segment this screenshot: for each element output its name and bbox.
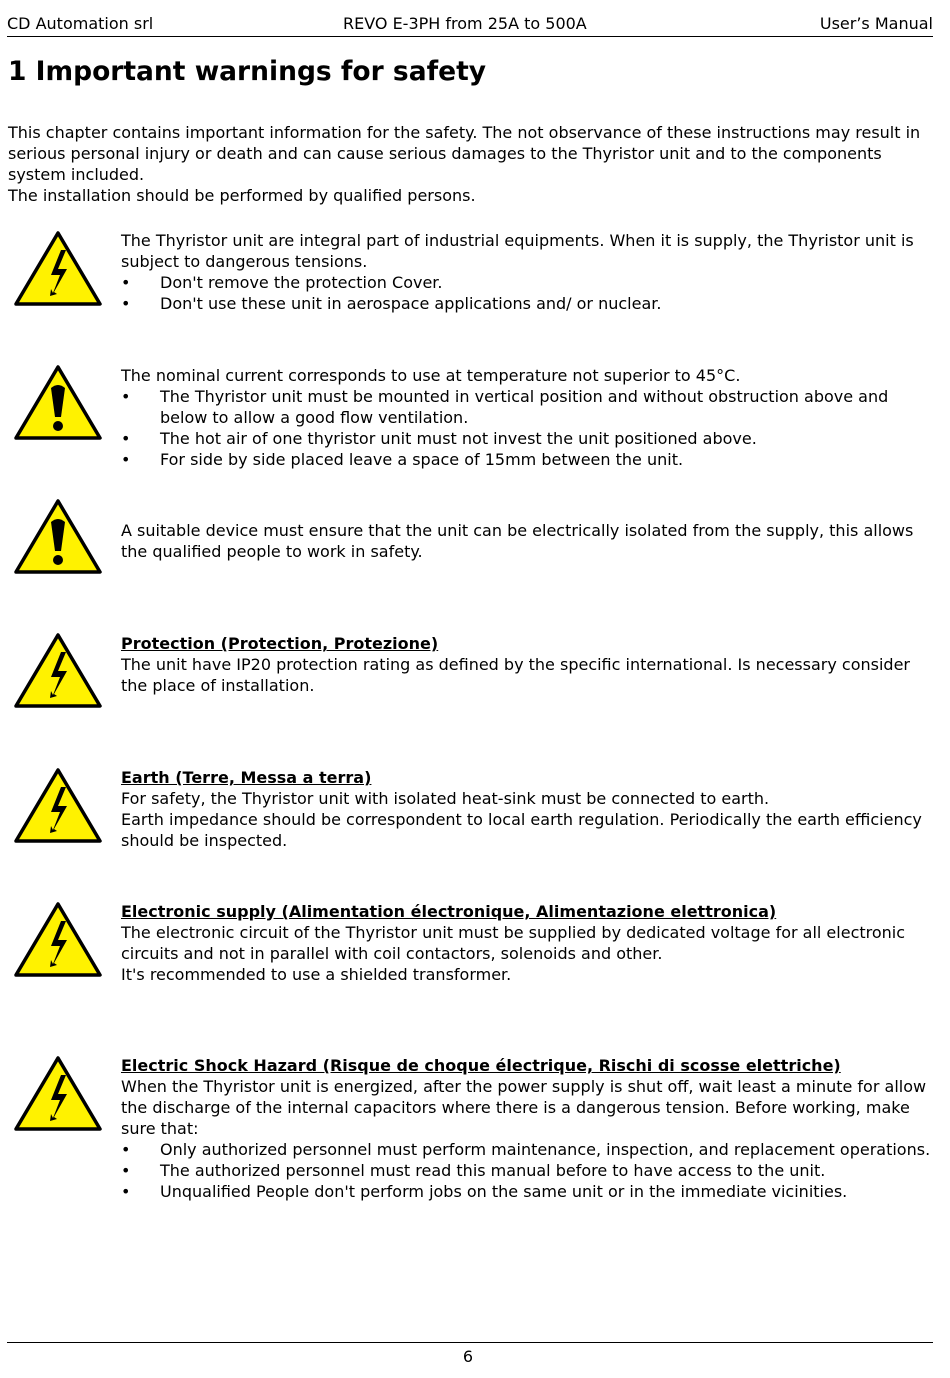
- section-heading: Earth (Terre, Messa a terra): [121, 768, 372, 787]
- section-heading: Electronic supply (Alimentation électronique, Alimentazione elettronica): [121, 902, 777, 921]
- section-heading: Protection (Protection, Protezione): [121, 634, 439, 653]
- warning-text: A suitable device must ensure that the unit can be electrically isolated from the supply, this allows the qualified people to work in safety.: [121, 521, 914, 561]
- section-heading: Electric Shock Hazard (Risque de choque électrique, Rischi di scosse elettriche): [121, 1056, 841, 1075]
- intro-paragraph: This chapter contains important information for the safety. The not observance of these instructions may result in serious personal injury or death and can cause serious damages to the Thyristor unit and to the components system included.: [8, 123, 921, 184]
- list-item: • Only authorized personnel must perform maintenance, inspection, and replacement operations.: [121, 1139, 931, 1160]
- page-footer-rule: [7, 1342, 933, 1343]
- list-item: • Don't remove the protection Cover.: [121, 272, 931, 293]
- page-number: 6: [462, 1347, 474, 1366]
- warning-block-7: [121, 1055, 931, 1202]
- warning-bullet-list: [121, 272, 931, 314]
- warning-block-2: [121, 365, 931, 470]
- list-item: • The hot air of one thyristor unit must not invest the unit positioned above.: [121, 428, 931, 449]
- electric-hazard-icon: [14, 632, 102, 708]
- list-item: • For side by side placed leave a space of 15mm between the unit.: [121, 449, 931, 470]
- warning-block-3: [121, 520, 931, 562]
- exclamation-warning-icon: [14, 498, 102, 574]
- electric-hazard-icon: [14, 230, 102, 306]
- warning-text: The Thyristor unit are integral part of industrial equipments. When it is supply, the Thyristor unit is subject to dangerous tensions.: [121, 231, 914, 271]
- header-doc-type: User’s Manual: [819, 14, 933, 33]
- warning-block-6: [121, 901, 931, 985]
- page-title: 1 Important warnings for safety: [8, 56, 487, 87]
- electric-hazard-icon: [14, 901, 102, 977]
- header-product: REVO E-3PH from 25A to 500A: [343, 14, 587, 33]
- warning-block-1: [121, 230, 931, 314]
- warning-block-4: [121, 633, 931, 696]
- list-item: • The Thyristor unit must be mounted in vertical position and without obstruction above and below to allow a good flow ventilation.: [121, 386, 931, 428]
- warning-bullet-list: [121, 386, 931, 470]
- intro-paragraph: The installation should be performed by qualified persons.: [8, 186, 476, 205]
- warning-text: The unit have IP20 protection rating as defined by the specific international. Is necessary consider the place of installation.: [121, 655, 910, 695]
- warning-bullet-list: [121, 1139, 931, 1202]
- list-item: • Unqualified People don't perform jobs on the same unit or in the immediate vicinities.: [121, 1181, 931, 1202]
- exclamation-warning-icon: [14, 364, 102, 440]
- warning-text: When the Thyristor unit is energized, after the power supply is shut off, wait least a minute for allow the discharge of the internal capacitors where there is a dangerous tension. Before working, make sure that:: [121, 1077, 927, 1138]
- warning-text: The nominal current corresponds to use at temperature not superior to 45°C.: [121, 366, 741, 385]
- warning-block-5: [121, 767, 931, 851]
- list-item: • The authorized personnel must read this manual before to have access to the unit.: [121, 1160, 931, 1181]
- warning-text: For safety, the Thyristor unit with isolated heat-sink must be connected to earth.: [121, 789, 770, 808]
- header-company: CD Automation srl: [7, 14, 154, 33]
- list-item: • Don't use these unit in aerospace applications and/ or nuclear.: [121, 293, 931, 314]
- electric-hazard-icon: [14, 767, 102, 843]
- warning-text: It's recommended to use a shielded transformer.: [121, 965, 512, 984]
- electric-hazard-icon: [14, 1055, 102, 1131]
- intro-section: [8, 122, 933, 206]
- warning-text: Earth impedance should be correspondent to local earth regulation. Periodically the earth efficiency should be inspected.: [121, 810, 922, 850]
- page-header: [7, 14, 933, 37]
- warning-text: The electronic circuit of the Thyristor unit must be supplied by dedicated voltage for all electronic circuits and not in parallel with coil contactors, solenoids and other.: [121, 923, 906, 963]
